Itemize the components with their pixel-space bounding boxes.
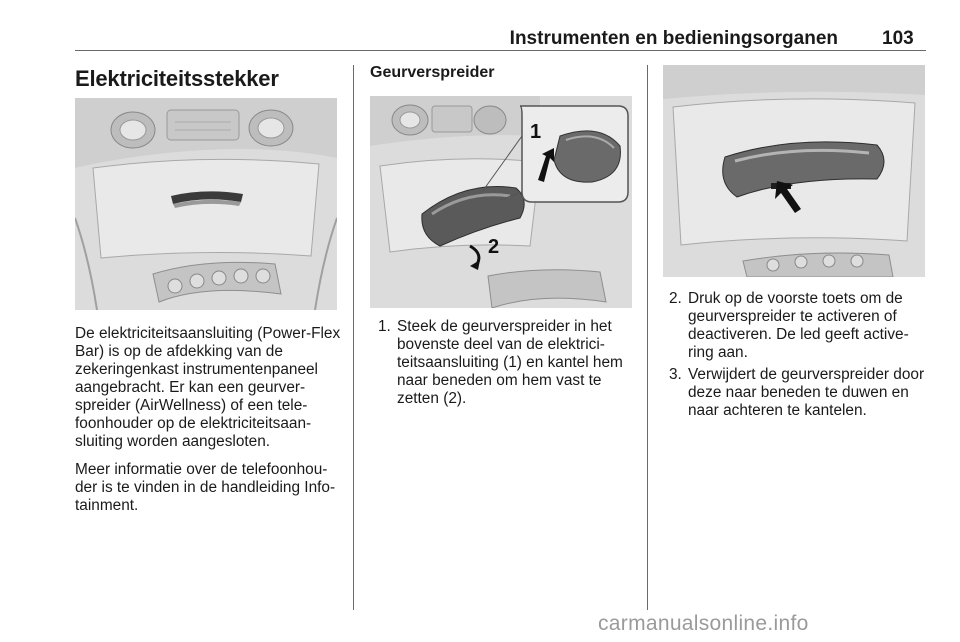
step-3-number: 3.: [669, 366, 682, 383]
instruction-step-2: [669, 290, 927, 362]
step-2-text: Druk op de voorste toets om de geurverspreider te activeren of deactiveren. De led geeft active-ring aan.: [688, 290, 909, 361]
header-rule: [75, 50, 926, 51]
callout-number-2: 2: [488, 236, 500, 258]
page-header-title: Instrumenten en bedieningsorganen: [509, 28, 838, 49]
figure-activate-air-freshener: [663, 65, 925, 277]
step-2-number: 2.: [669, 290, 682, 307]
figure-insert-air-freshener: [370, 96, 632, 308]
column-divider-right: [647, 65, 648, 610]
step-1-number: 1.: [378, 318, 391, 335]
section-heading-air-freshener: Geurverspreider: [370, 64, 495, 81]
instruction-step-1: [378, 318, 634, 408]
figure-power-flex-bar: [75, 98, 337, 310]
page-number: 103: [882, 28, 914, 49]
watermark: carmanualsonline.info: [598, 612, 809, 635]
step-1-text: Steek de geurverspreider in het bovenste deel van de elektrici-teitsaansluiting (1) en kantel hem naar beneden om hem vast te zetten (2).: [397, 318, 623, 407]
callout-number-1: 1: [530, 121, 542, 143]
instruction-step-3: [669, 366, 927, 420]
phone-holder-note: Meer informatie over de telefoonhou-der is te vinden in de handleiding Info-tainment.: [75, 461, 336, 514]
section-heading-power-plug: Elektriciteitsstekker: [75, 66, 279, 91]
power-plug-description: De elektriciteitsaansluiting (Power-Flex Bar) is op de afdekking van de zekeringenkast instrumentenpaneel aangebracht. Er kan een geurver-spreider (AirWellness) of een tele-foonhouder op de elektriciteitsaan-sluiting worden aangesloten.: [75, 325, 341, 450]
column-divider-left: [353, 65, 354, 610]
step-3-text: Verwijdert de geurverspreider door deze naar beneden te duwen en naar achteren te kantelen.: [688, 366, 925, 419]
